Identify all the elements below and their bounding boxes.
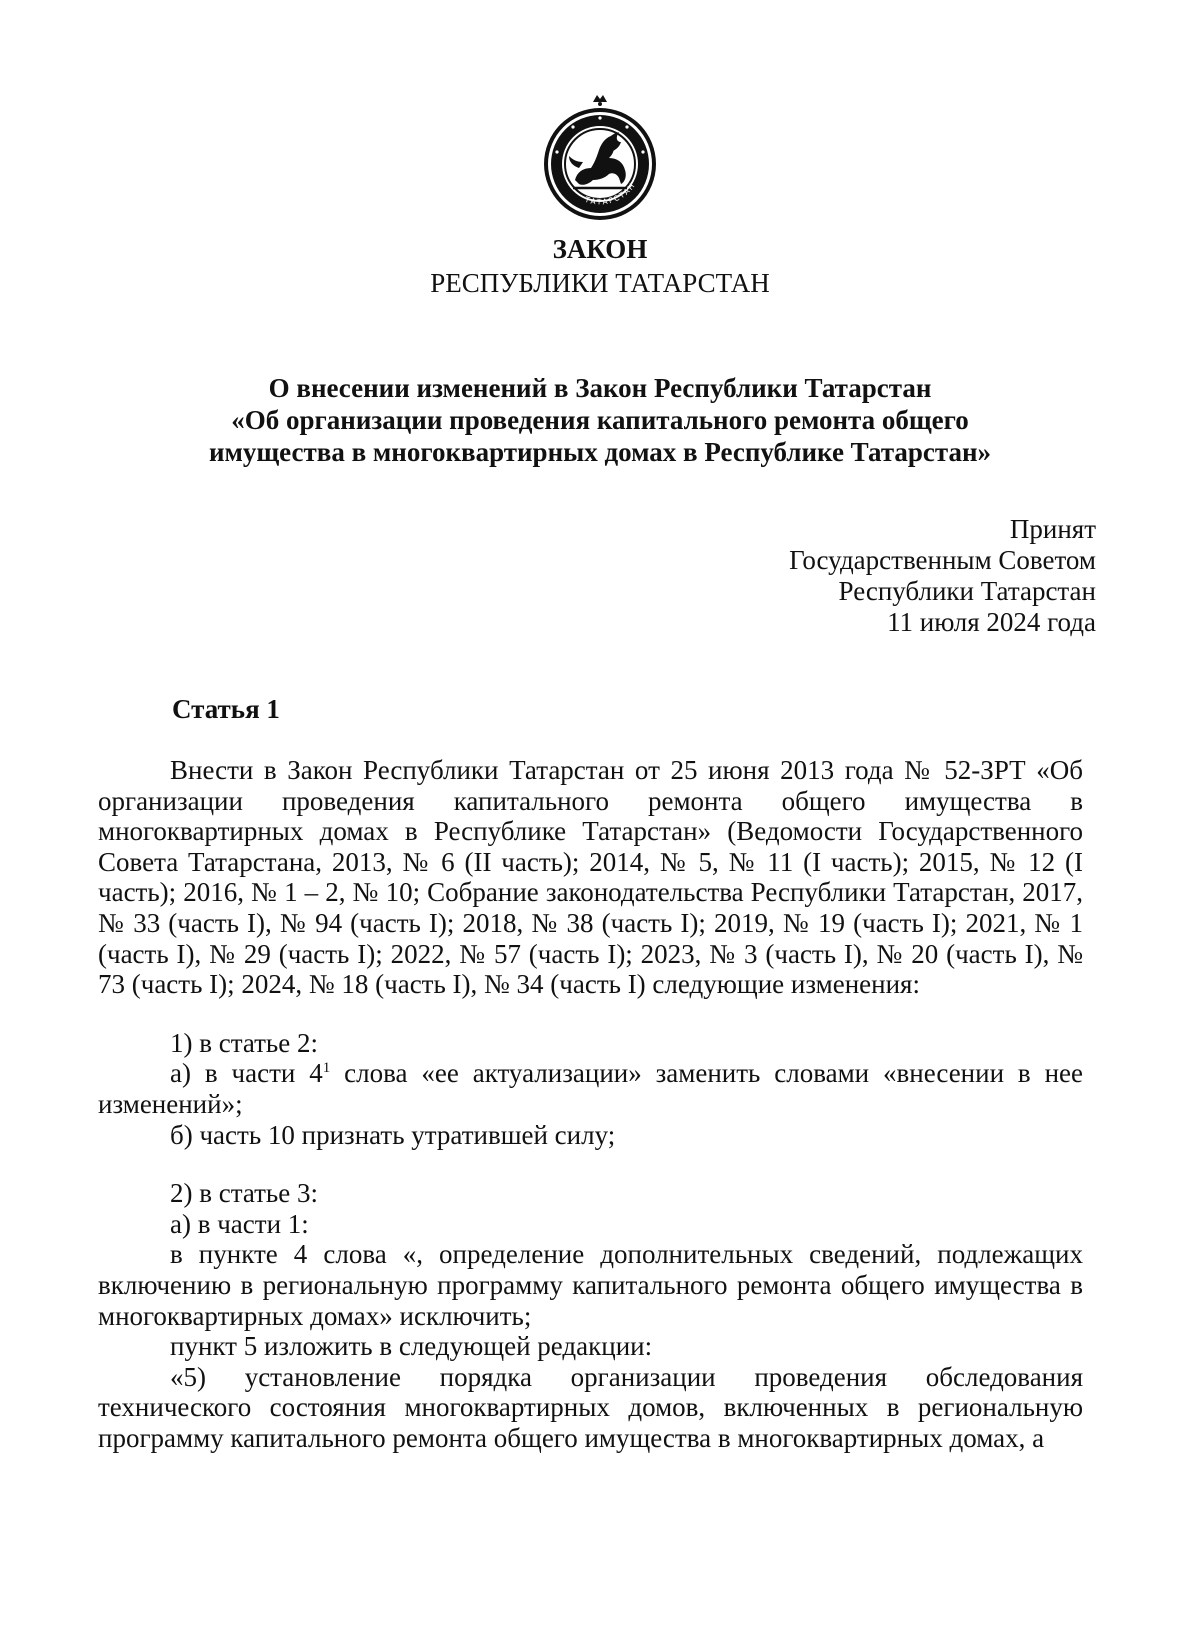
law-subject <box>150 372 1050 468</box>
adoption-block <box>789 514 1096 638</box>
republic-name: РЕСПУБЛИКИ ТАТАРСТАН <box>430 268 770 298</box>
item-2-a: а) в части 1: <box>170 1208 309 1239</box>
item-2-point-4: в пункте 4 слова «, определение дополнительных сведений, подлежащих включению в региональную программу капитального ремонта общего имущества в многоквартирных домах» исключить; <box>98 1239 1083 1331</box>
item-1-b: б) часть 10 признать утратившей силу; <box>170 1119 616 1150</box>
adopted-date: 11 июля 2024 года <box>887 607 1096 637</box>
law-word: ЗАКОН <box>552 234 648 264</box>
article-body <box>98 755 1083 1453</box>
subject-line-2: «Об организации проведения капитального ремонта общего <box>231 405 969 435</box>
tatarstan-coat-of-arms-icon <box>533 92 667 226</box>
item-1-a-before: а) в части 4 <box>170 1058 323 1089</box>
adopted-line-3: Республики Татарстан <box>838 576 1096 606</box>
item-2-point-5: пункт 5 изложить в следующей редакции: <box>170 1331 653 1362</box>
law-title <box>0 232 1200 300</box>
item-1-a-after: слова «ее актуализации» заменить словами «внесении в нее изменений»; <box>98 1058 1083 1119</box>
item-1-a-superscript: 1 <box>322 1060 331 1077</box>
article-heading: Статья 1 <box>172 694 280 724</box>
item-1-title: 1) в статье 2: <box>170 1027 318 1058</box>
adopted-line-2: Государственным Советом <box>789 545 1096 575</box>
item-2-point-5-text: «5) установление порядка организации проведения обследования технического состояния многоквартирных домов, включенных в региональную программу капитального ремонта общего имущества в многоквартирных домах, а <box>98 1361 1083 1453</box>
emblem-inscription: ТАТАРСТАН <box>583 180 638 207</box>
adopted-line-1: Принят <box>1009 514 1096 544</box>
subject-line-1: О внесении изменений в Закон Республики Татарстан <box>268 373 932 403</box>
coat-of-arms <box>533 92 667 226</box>
article-intro: Внести в Закон Республики Татарстан от 25 июня 2013 года № 52-ЗРТ «Об организации проведения капитального ремонта общего имущества в многоквартирных домах в Республике Татарстан» (Ведомости Государственного Совета Татарстана, 2013, № 6 (II часть); 2014, № 5, № 11 (I часть); 2015, № 12 (I часть); 2016, № 1 – 2, № 10; Собрание законодательства Республики Татарстан, 2017, № 33 (часть I), № 94 (часть I); 2018, № 38 (часть I); 2019, № 19 (часть I); 2021, № 1 (часть I), № 29 (часть I); 2022, № 57 (часть I); 2023, № 3 (часть I), № 20 (часть I), № 73 (часть I); 2024, № 18 (часть I), № 34 (часть I) следующие изменения: <box>98 755 1083 1000</box>
item-1-a <box>98 1058 1083 1119</box>
subject-line-3: имущества в многоквартирных домах в Республике Татарстан» <box>208 437 992 467</box>
item-2-title: 2) в статье 3: <box>170 1178 318 1209</box>
